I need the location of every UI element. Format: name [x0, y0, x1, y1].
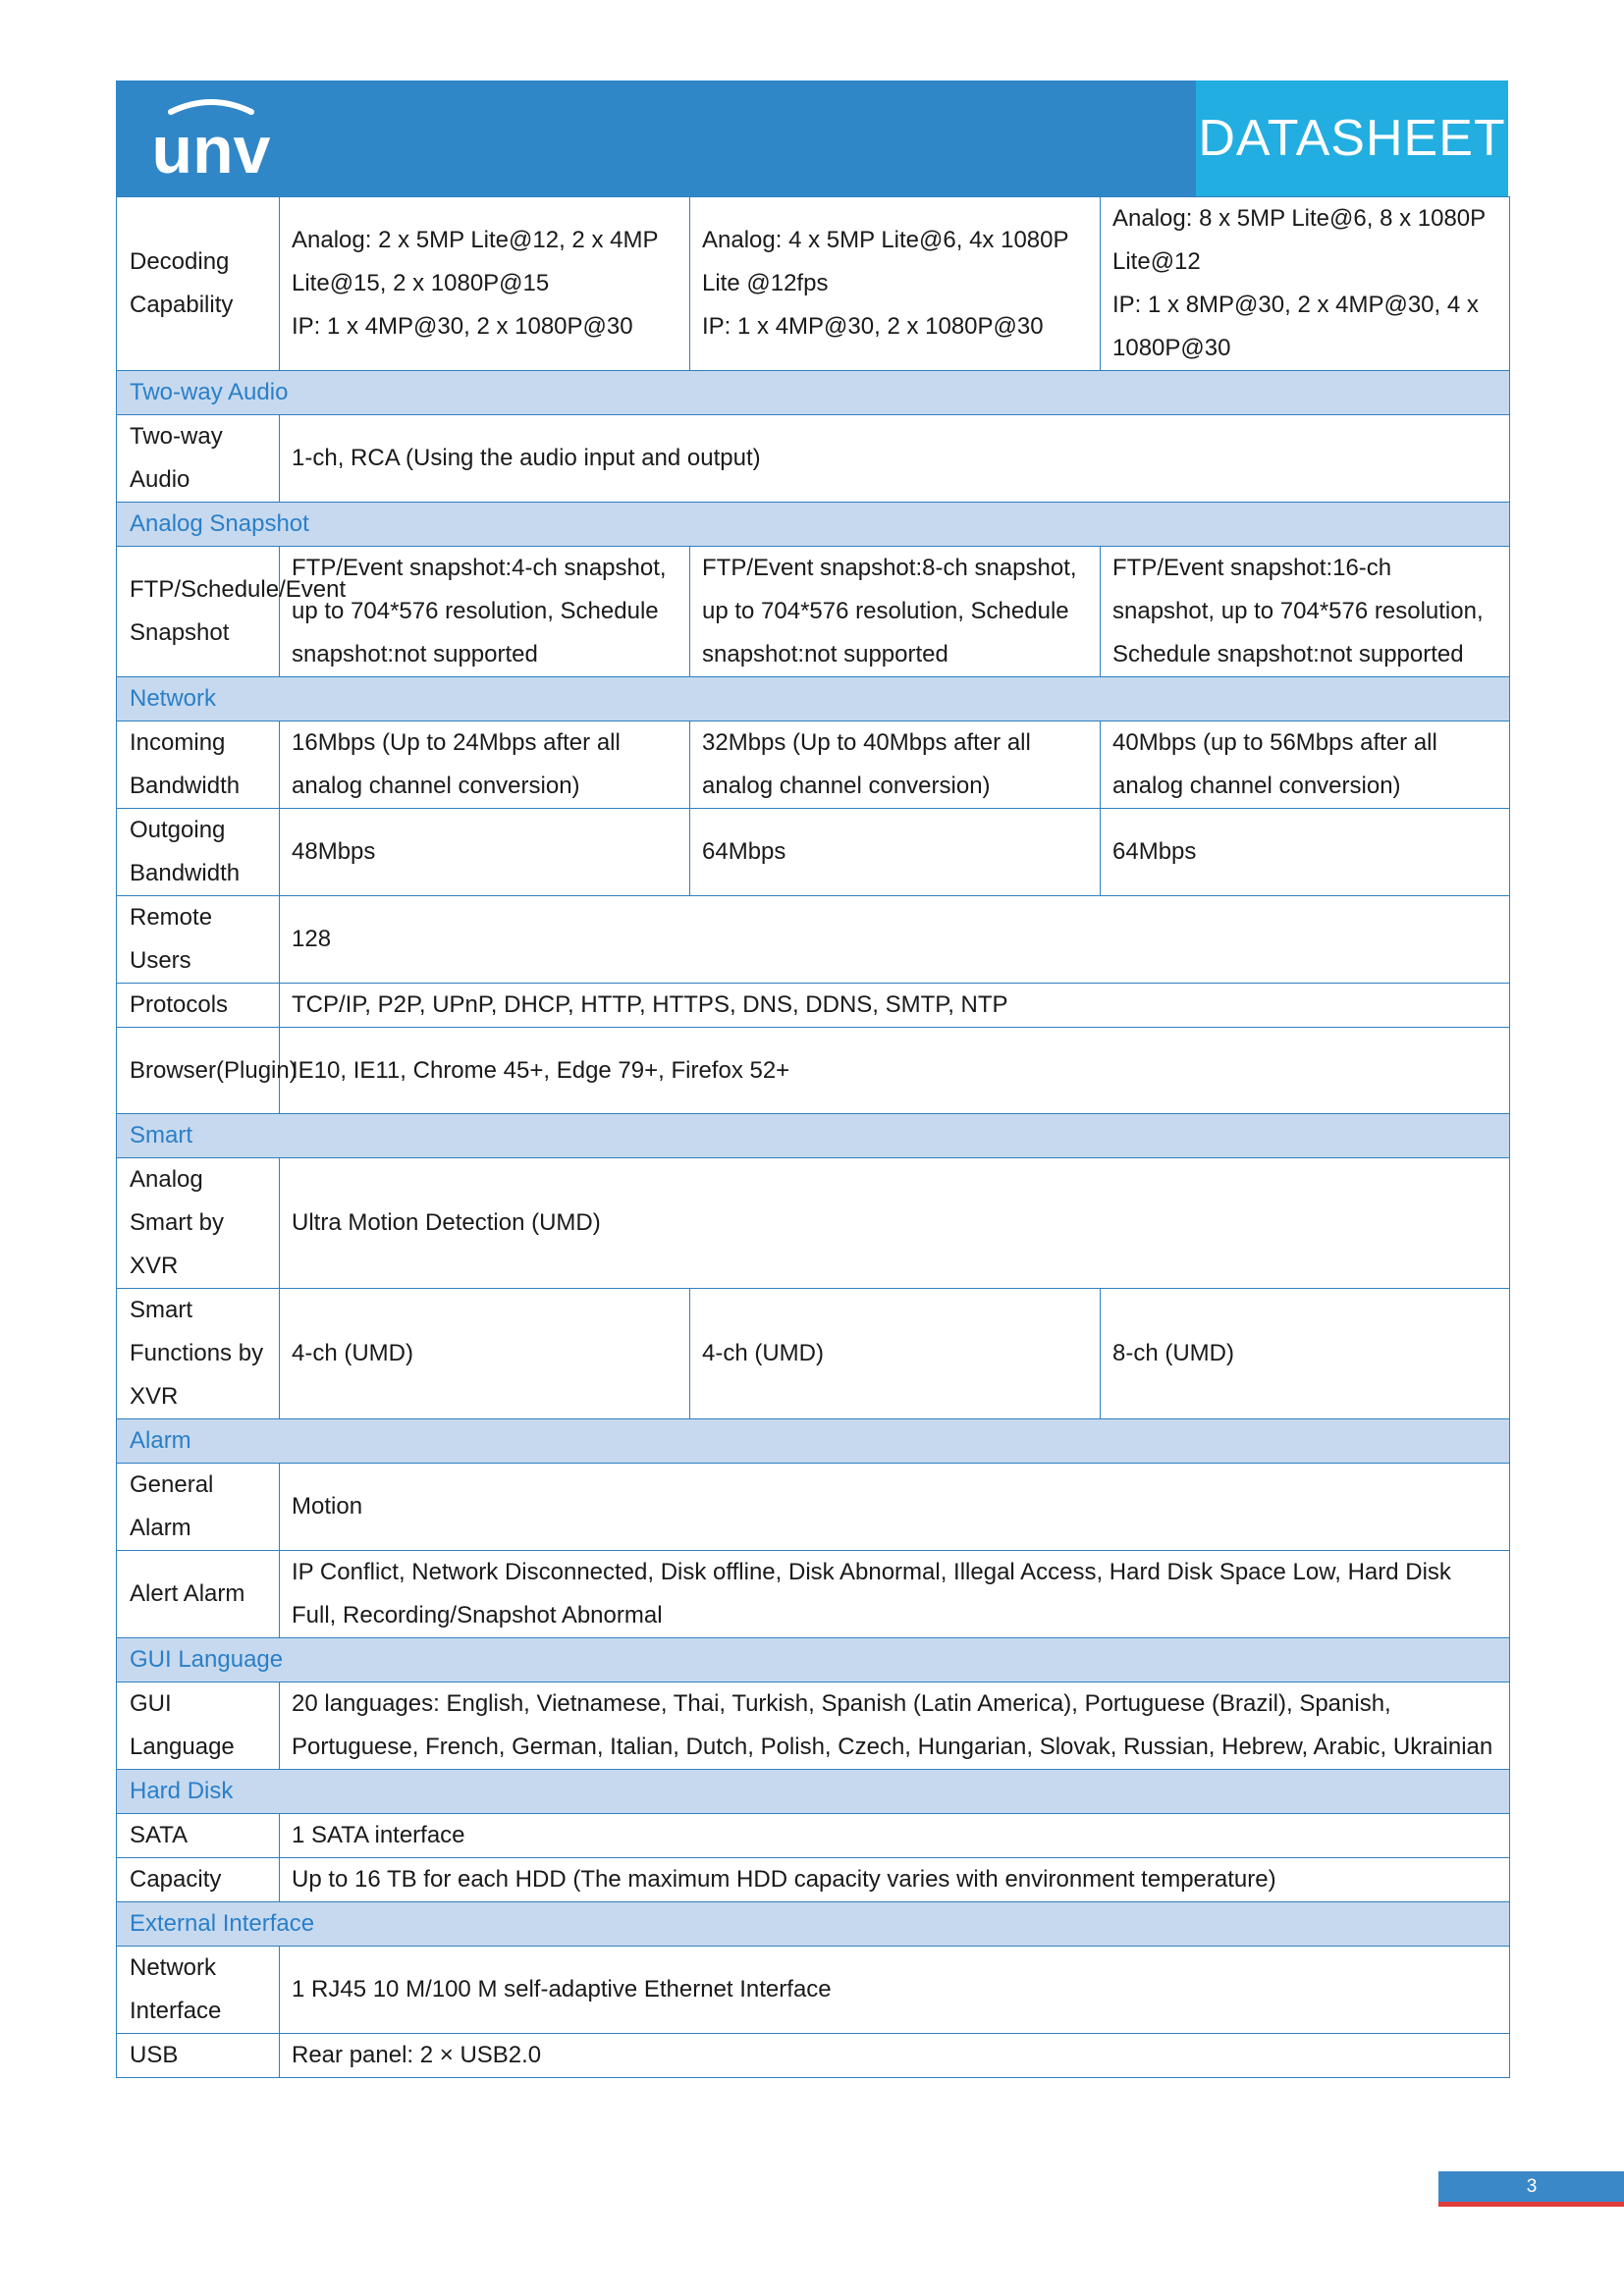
section-title: Alarm: [117, 1419, 1510, 1464]
section-header-row: [117, 1902, 1510, 1947]
section-header-row: [117, 503, 1510, 547]
section-header-row: [117, 1770, 1510, 1814]
table-row: [117, 2034, 1510, 2078]
spec-value: IE10, IE11, Chrome 45+, Edge 79+, Firefox 52+: [280, 1028, 1510, 1114]
spec-label: GUI Language: [117, 1682, 280, 1770]
table-row: [117, 896, 1510, 984]
table-row: [117, 197, 1510, 371]
spec-label: Browser(Plugin): [117, 1028, 280, 1114]
spec-value: Analog: 8 x 5MP Lite@6, 8 x 1080P Lite@12 IP: 1 x 8MP@30, 2 x 4MP@30, 4 x 1080P@30: [1101, 197, 1510, 371]
spec-value: Up to 16 TB for each HDD (The maximum HDD capacity varies with environment temperature): [280, 1858, 1510, 1902]
spec-value: 32Mbps (Up to 40Mbps after all analog channel conversion): [690, 721, 1101, 809]
section-title: GUI Language: [117, 1638, 1510, 1682]
table-row: [117, 415, 1510, 503]
spec-value: TCP/IP, P2P, UPnP, DHCP, HTTP, HTTPS, DNS, DDNS, SMTP, NTP: [280, 984, 1510, 1028]
spec-label: Network Interface: [117, 1947, 280, 2034]
table-row: [117, 1814, 1510, 1858]
section-header-row: [117, 371, 1510, 415]
spec-value: 1 RJ45 10 M/100 M self-adaptive Ethernet Interface: [280, 1947, 1510, 2034]
spec-value: 40Mbps (up to 56Mbps after all analog channel conversion): [1101, 721, 1510, 809]
spec-value: FTP/Event snapshot:4-ch snapshot, up to 704*576 resolution, Schedule snapshot:not supported: [280, 547, 690, 677]
page-header: [116, 80, 1508, 196]
table-row: [117, 1028, 1510, 1114]
page-number: 3: [1438, 2171, 1624, 2207]
table-row: [117, 809, 1510, 896]
spec-value: Analog: 2 x 5MP Lite@12, 2 x 4MP Lite@15, 2 x 1080P@15 IP: 1 x 4MP@30, 2 x 1080P@30: [280, 197, 690, 371]
spec-value: 16Mbps (Up to 24Mbps after all analog channel conversion): [280, 721, 690, 809]
spec-label: Capacity: [117, 1858, 280, 1902]
datasheet-badge: DATASHEET: [1196, 80, 1508, 196]
unv-logo: [137, 96, 285, 185]
spec-value: 64Mbps: [690, 809, 1101, 896]
spec-label: Protocols: [117, 984, 280, 1028]
section-header-row: [117, 1419, 1510, 1464]
section-title: Analog Snapshot: [117, 503, 1510, 547]
section-title: Hard Disk: [117, 1770, 1510, 1814]
spec-label: Analog Smart by XVR: [117, 1158, 280, 1289]
spec-label: Alert Alarm: [117, 1551, 280, 1638]
spec-value: Analog: 4 x 5MP Lite@6, 4x 1080P Lite @12fps IP: 1 x 4MP@30, 2 x 1080P@30: [690, 197, 1101, 371]
section-header-row: [117, 1638, 1510, 1682]
section-title: Network: [117, 677, 1510, 721]
spec-label: Remote Users: [117, 896, 280, 984]
table-row: [117, 1464, 1510, 1551]
table-row: [117, 1947, 1510, 2034]
table-row: [117, 721, 1510, 809]
spec-value: 4-ch (UMD): [690, 1289, 1101, 1419]
spec-label: Decoding Capability: [117, 197, 280, 371]
section-title: Smart: [117, 1114, 1510, 1158]
section-title: External Interface: [117, 1902, 1510, 1947]
spec-label: Two-way Audio: [117, 415, 280, 503]
spec-label: Outgoing Bandwidth: [117, 809, 280, 896]
spec-value: 8-ch (UMD): [1101, 1289, 1510, 1419]
spec-label: SATA: [117, 1814, 280, 1858]
table-row: [117, 984, 1510, 1028]
spec-value: IP Conflict, Network Disconnected, Disk offline, Disk Abnormal, Illegal Access, Hard Disk Space Low, Hard Disk Full, Recording/Snapshot Abnormal: [280, 1551, 1510, 1638]
spec-value: 64Mbps: [1101, 809, 1510, 896]
spec-value: Rear panel: 2 × USB2.0: [280, 2034, 1510, 2078]
section-title: Two-way Audio: [117, 371, 1510, 415]
spec-label: USB: [117, 2034, 280, 2078]
spec-label: Smart Functions by XVR: [117, 1289, 280, 1419]
spec-label: FTP/Schedule/Event Snapshot: [117, 547, 280, 677]
spec-value: 1 SATA interface: [280, 1814, 1510, 1858]
table-row: [117, 1158, 1510, 1289]
spec-value: 48Mbps: [280, 809, 690, 896]
svg-text:unv: unv: [151, 113, 271, 185]
spec-value: FTP/Event snapshot:16-ch snapshot, up to 704*576 resolution, Schedule snapshot:not supported: [1101, 547, 1510, 677]
spec-table: [116, 196, 1510, 2078]
table-row: [117, 1551, 1510, 1638]
table-row: [117, 1289, 1510, 1419]
section-header-row: [117, 677, 1510, 721]
spec-label: General Alarm: [117, 1464, 280, 1551]
spec-value: FTP/Event snapshot:8-ch snapshot, up to 704*576 resolution, Schedule snapshot:not supported: [690, 547, 1101, 677]
spec-value: Ultra Motion Detection (UMD): [280, 1158, 1510, 1289]
spec-value: 128: [280, 896, 1510, 984]
section-header-row: [117, 1114, 1510, 1158]
table-row: [117, 1682, 1510, 1770]
spec-value: Motion: [280, 1464, 1510, 1551]
table-row: [117, 1858, 1510, 1902]
spec-label: Incoming Bandwidth: [117, 721, 280, 809]
spec-value: 1-ch, RCA (Using the audio input and output): [280, 415, 1510, 503]
spec-value: 4-ch (UMD): [280, 1289, 690, 1419]
spec-value: 20 languages: English, Vietnamese, Thai, Turkish, Spanish (Latin America), Portuguese (Brazil), Spanish, Portuguese, French, German, Italian, Dutch, Polish, Czech, Hungarian, Slovak, Russian, Hebrew, Arabic, Ukrainian: [280, 1682, 1510, 1770]
table-row: [117, 547, 1510, 677]
